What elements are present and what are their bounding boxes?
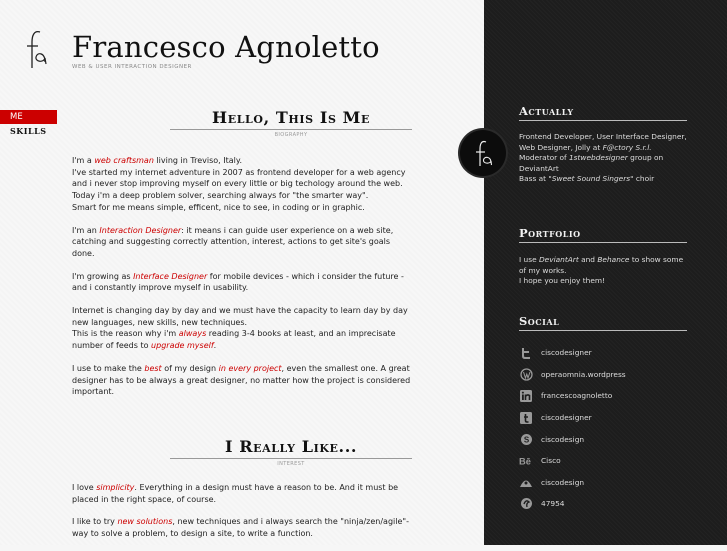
twitter-icon: [519, 346, 533, 360]
linkedin-icon: [519, 389, 533, 403]
social-item-lastfm[interactable]: 47954: [519, 493, 689, 515]
bio-paragraph-2: I'm an Interaction Designer: it means i can guide user experience on a web site, catching and suggesting correctly attention, interest, actions to get site's goals done.: [72, 225, 394, 258]
actually-title: Actually: [519, 104, 687, 121]
social-item-linkedin[interactable]: francescoagnoletto: [519, 385, 689, 407]
portfolio-title: Portfolio: [519, 226, 687, 243]
site-title[interactable]: Francesco Agnoletto: [72, 30, 380, 64]
social-title: Social: [519, 314, 687, 331]
deviantart-icon: [519, 475, 533, 489]
skype-icon: [519, 432, 533, 446]
bio-paragraph-4: Internet is changing day by day and we must have the capacity to learn day by day new languages, new skills, new techniques. This is the reason why i'm always reading 3-4 books at least, and an imprecisate number of feeds to upgrade myself.: [72, 306, 408, 351]
social-list: [519, 342, 689, 515]
nav-item-me[interactable]: ME: [0, 110, 57, 124]
bio-paragraph-3: I'm growing as Interface Designer for mobile devices - which i consider the future - and i constantly improve myself in usability.: [72, 271, 404, 293]
wordpress-icon: [519, 367, 533, 381]
upgrade-myself-link[interactable]: upgrade myself: [151, 341, 214, 351]
fa-logo-icon[interactable]: [20, 28, 52, 72]
interest-section: [70, 482, 412, 551]
fa-monogram-icon: [460, 130, 506, 176]
lastfm-icon: [519, 497, 533, 511]
svg-text:Bē: Bē: [519, 456, 531, 467]
web-craftsman-link[interactable]: web craftsman: [94, 156, 154, 165]
interest-paragraph-2: I like to try new solutions, new techniques and i always search the "ninja/zen/agile"-way to solve a problem, to design a site, to write a function.: [72, 517, 409, 539]
svg-text:S: S: [523, 434, 529, 444]
divider: [170, 458, 412, 459]
social-item-skype[interactable]: S ciscodesign: [519, 428, 689, 450]
behance-link[interactable]: Behance: [597, 255, 630, 264]
interest-subtitle: INTEREST: [277, 461, 305, 467]
interaction-designer-link[interactable]: Interaction Designer: [99, 225, 182, 235]
social-item-behance[interactable]: Bē Cisco: [519, 450, 689, 472]
social-item-wordpress[interactable]: operaomnia.wordpress: [519, 364, 689, 386]
behance-icon: [519, 454, 533, 468]
interest-header: [70, 437, 412, 467]
divider: [170, 129, 412, 130]
social-item-tumblr[interactable]: ciscodesigner: [519, 407, 689, 429]
actually-text: Frontend Developer, User Interface Designer, Web Designer, Jolly at F@ctory S.r.l. Moderator of 1stwebdesigner group on DeviantArt Bass at "Sweet Sound Singers" choir: [519, 132, 687, 184]
section-nav: [0, 110, 57, 138]
interest-title: I Really Like...: [224, 437, 358, 456]
biography-title: Hello, This Is Me: [212, 108, 370, 127]
portfolio-text: I use DeviantArt and Behance to show some of my works. I hope you enjoy them!: [519, 255, 684, 286]
social-item-twitter[interactable]: ciscodesigner: [519, 342, 689, 364]
bio-paragraph-5: I use to make the best of my design in every project, even the smallest one. A great designer has to be always a great designer, no matter how the project is considered important.: [72, 363, 411, 397]
interest-paragraph-1: I love simplicity. Everything in a design must have a reason to be. And it must be placed in the right space, of course.: [72, 483, 399, 504]
deviantart-link[interactable]: DeviantArt: [538, 255, 579, 264]
interface-designer-link[interactable]: Interface Designer: [133, 271, 208, 281]
site-tagline: WEB & USER INTERACTION DESIGNER: [72, 64, 192, 70]
nav-item-skills[interactable]: SKILLS: [10, 126, 47, 136]
social-item-deviantart[interactable]: ciscodesign: [519, 472, 689, 494]
biography-subtitle: BIOGRAPHY: [274, 132, 308, 138]
tumblr-icon: [519, 411, 533, 425]
biography-header: [70, 108, 412, 138]
biography-section: [70, 108, 412, 409]
fa-badge-icon[interactable]: [460, 130, 506, 176]
bio-paragraph-1: I'm a web craftsman living in Treviso, Italy. I've started my internet adventure in 2007 as frontend developer for a web agency and i never stop improving myself on every little or big techology around the web. Today i'm a deep problem solver, searching always for "the smarter way". Smart for me means simple, efficent, nice to see, in coding or in graphic.: [72, 156, 406, 212]
